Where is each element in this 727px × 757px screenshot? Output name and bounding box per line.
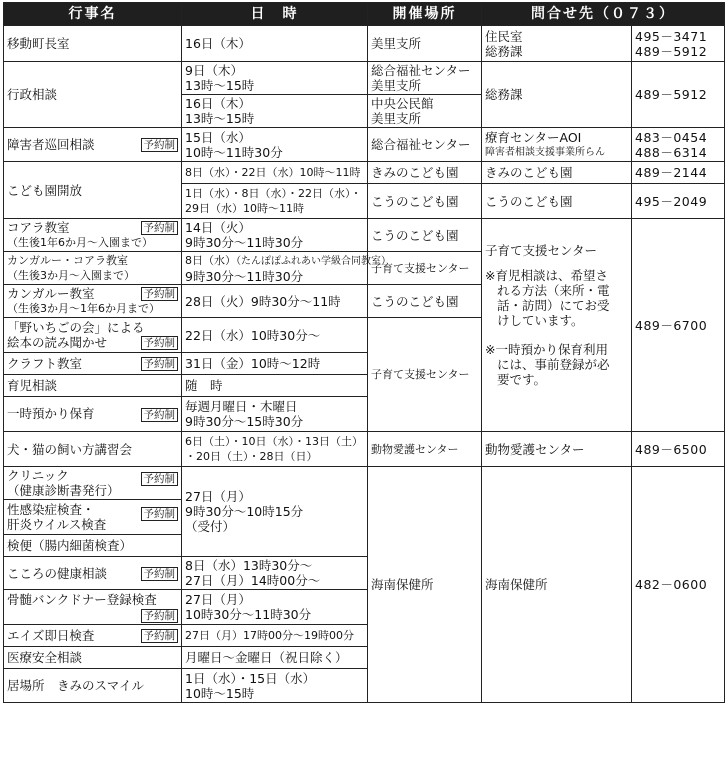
event-name: 検便（腸内細菌検査）	[4, 535, 182, 557]
event-contact: 海南保健所	[482, 467, 632, 703]
reservation-badge: 予約制	[141, 609, 179, 623]
event-venue: 海南保健所	[368, 467, 482, 703]
event-contact: 住民室 総務課	[482, 26, 632, 62]
event-name: 予約制 クリニック （健康診断書発行）	[4, 467, 182, 500]
event-date: 毎週月曜日・木曜日 9時30分～15時30分	[182, 397, 368, 432]
event-tel: 489－6500	[632, 432, 725, 467]
table-row	[4, 467, 725, 500]
reservation-badge: 予約制	[141, 472, 179, 486]
event-date: 27日（月） 9時30分～10時15分 （受付）	[182, 467, 368, 557]
event-date: 8日（水）（たんぽぽふれあい学級合同教室） 9時30分～11時30分	[182, 252, 368, 285]
event-name: 障害者巡回相談 予約制	[4, 128, 182, 162]
event-contact: 総務課	[482, 62, 632, 128]
table-row	[4, 162, 725, 184]
event-date: 8日（水）13時30分～ 27日（月）14時00分～	[182, 557, 368, 590]
reservation-badge: 予約制	[141, 221, 179, 235]
event-tel: 489－5912	[632, 62, 725, 128]
event-venue: 総合福祉センター	[368, 128, 482, 162]
event-tel: 482－0600	[632, 467, 725, 703]
event-name: エイズ即日検査 予約制	[4, 625, 182, 647]
event-tel: 489－6700	[632, 219, 725, 432]
event-date: 27日（月）17時00分～19時00分	[182, 625, 368, 647]
event-name: 予約制 カンガルー教室 （生後3か月～1年6か月まで）	[4, 285, 182, 318]
event-date: 15日（水） 10時～11時30分	[182, 128, 368, 162]
reservation-badge: 予約制	[141, 629, 179, 643]
table-row	[4, 128, 725, 162]
event-tel: 495－3471 489－5912	[632, 26, 725, 62]
event-tel: 489－2144	[632, 162, 725, 184]
event-tel: 495－2049	[632, 184, 725, 219]
table-row	[4, 26, 725, 62]
event-venue: こうのこども園	[368, 219, 482, 252]
header-contact: 問合せ先（０７３）	[482, 3, 725, 26]
event-contact: こうのこども園	[482, 184, 632, 219]
event-venue: 総合福祉センター 美里支所	[368, 62, 482, 95]
event-date: 随 時	[182, 375, 368, 397]
event-schedule-table	[3, 2, 725, 703]
event-date: 6日（土）・10日（水）・13日（土） ・20日（土）・28日（日）	[182, 432, 368, 467]
event-name: 予約制 コアラ教室 （生後1年6か月～入園まで）	[4, 219, 182, 252]
event-date: 14日（火） 9時30分～11時30分	[182, 219, 368, 252]
event-date: 28日（火）9時30分～11時	[182, 285, 368, 318]
event-name: 医療安全相談	[4, 647, 182, 669]
event-name: こころの健康相談 予約制	[4, 557, 182, 590]
event-name: 居場所 きみのスマイル	[4, 669, 182, 703]
event-date: 月曜日～金曜日（祝日除く）	[182, 647, 368, 669]
event-venue: きみのこども園	[368, 162, 482, 184]
reservation-badge: 予約制	[141, 138, 179, 152]
table-row	[4, 432, 725, 467]
event-date: 27日（月） 10時30分～11時30分	[182, 590, 368, 625]
event-venue: 動物愛護センター	[368, 432, 482, 467]
table-row	[4, 219, 725, 252]
reservation-badge: 予約制	[141, 408, 179, 422]
event-contact: 子育て支援センター ※育児相談は、希望さ れる方法（来所・電 話・訪問）にてお受 けしています。 ※一時預かり保育利用 には、事前登録が必 要です。	[482, 219, 632, 432]
event-name: 骨髄バンクドナー登録検査 予約制	[4, 590, 182, 625]
event-date: 8日（水）・22日（水）10時～11時	[182, 162, 368, 184]
header-venue: 開催場所	[368, 3, 482, 26]
event-date: 1日（水）・15日（水） 10時～15時	[182, 669, 368, 703]
event-name: カンガルー・コアラ教室 （生後3か月～入園まで）	[4, 252, 182, 285]
event-date: 16日（木） 13時～15時	[182, 95, 368, 128]
event-date: 22日（水）10時30分～	[182, 318, 368, 353]
event-date: 31日（金）10時～12時	[182, 353, 368, 375]
header-event: 行事名	[4, 3, 182, 26]
event-date: 16日（木）	[182, 26, 368, 62]
event-name: クラフト教室 予約制	[4, 353, 182, 375]
event-contact: きみのこども園	[482, 162, 632, 184]
event-name: 一時預かり保育 予約制	[4, 397, 182, 432]
header-date: 日 時	[182, 3, 368, 26]
event-name: 予約制 性感染症検査・ 肝炎ウイルス検査	[4, 500, 182, 535]
table-header-row	[4, 3, 725, 26]
event-name: 育児相談	[4, 375, 182, 397]
reservation-badge: 予約制	[141, 567, 179, 581]
event-venue: 子育て支援センター	[368, 318, 482, 432]
event-venue: 中央公民館 美里支所	[368, 95, 482, 128]
event-venue: 子育て支援センター	[368, 252, 482, 285]
event-tel: 483－0454 488－6314	[632, 128, 725, 162]
reservation-badge: 予約制	[141, 357, 179, 371]
reservation-badge: 予約制	[141, 507, 179, 521]
event-date: 9日（木） 13時～15時	[182, 62, 368, 95]
reservation-badge: 予約制	[141, 336, 179, 350]
event-date: 1日（水）・8日（水）・22日（水）・ 29日（水）10時～11時	[182, 184, 368, 219]
reservation-badge: 予約制	[141, 287, 179, 301]
event-name: 行政相談	[4, 62, 182, 128]
event-name: こども園開放	[4, 162, 182, 219]
event-contact: 療育センターAOI 障害者相談支援事業所らん	[482, 128, 632, 162]
event-name: 移動町長室	[4, 26, 182, 62]
table-row	[4, 62, 725, 95]
event-contact: 動物愛護センター	[482, 432, 632, 467]
event-venue: 美里支所	[368, 26, 482, 62]
event-name: 犬・猫の飼い方講習会	[4, 432, 182, 467]
event-name: 「野いちごの会」による 絵本の読み聞かせ 予約制	[4, 318, 182, 353]
event-venue: こうのこども園	[368, 184, 482, 219]
event-venue: こうのこども園	[368, 285, 482, 318]
